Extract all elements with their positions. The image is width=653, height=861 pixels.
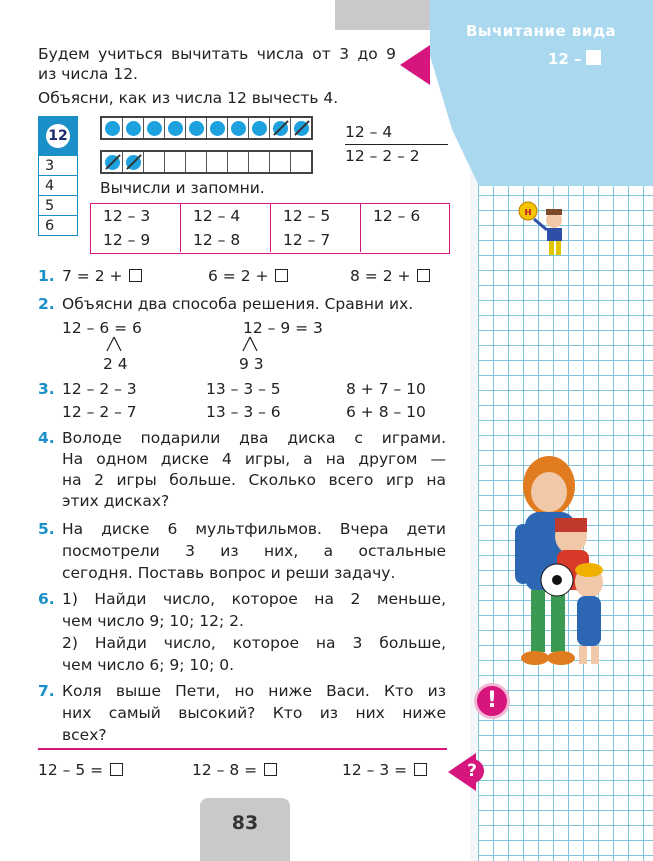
- answer-box-icon: [275, 269, 288, 282]
- task-number: 2.: [38, 295, 55, 313]
- check-expr-3-text: 12 – 3 =: [342, 761, 413, 779]
- task3-expr: 6 + 8 – 10: [346, 403, 426, 421]
- counter-cell: [186, 118, 207, 138]
- memorize-cell: 12 – 8: [181, 228, 271, 252]
- check-expr-2-text: 12 – 8 =: [192, 761, 263, 779]
- counter-cell: [207, 118, 228, 138]
- check-expr-2: [192, 760, 277, 781]
- fraction-top: 12 – 4: [345, 123, 393, 141]
- task2-expr-2: 12 – 9 = 3: [243, 319, 323, 337]
- topic-expr-text: 12 –: [548, 50, 582, 68]
- counter-cell: [228, 118, 249, 138]
- split-fork-icon: [104, 336, 124, 352]
- fraction-line: [345, 144, 448, 145]
- counter-cell: [249, 152, 270, 172]
- memorize-cell: 12 – 6: [373, 207, 421, 225]
- counter-dot-icon: [231, 121, 246, 136]
- counter-row-top: [100, 116, 313, 140]
- task2-split-1: 2 4: [103, 355, 128, 373]
- task2-text: Объясни два способа решения. Сравни их.: [62, 295, 414, 313]
- memorize-cell: 12 – 4: [181, 204, 271, 228]
- answer-box-icon: [417, 269, 430, 282]
- pointer-triangle-icon: [400, 45, 430, 85]
- counter-cell: [249, 118, 270, 138]
- task1-a: [62, 266, 142, 287]
- counter-dot-icon: [210, 121, 225, 136]
- memorize-cell: 12 – 5: [271, 204, 361, 228]
- answer-box-icon: [264, 763, 277, 776]
- counter-dot-icon: [294, 121, 309, 136]
- children-illustration: [505, 452, 610, 674]
- task6-line: чем число 9; 10; 12; 2.: [62, 612, 244, 630]
- question-badge-icon: [448, 753, 488, 791]
- counter-cell: [270, 152, 291, 172]
- counter-row-bottom: [100, 150, 313, 174]
- side-table-head-label: 12: [46, 124, 70, 148]
- task7-line: Коля выше Пети, но ниже Васи. Кто из: [62, 682, 446, 700]
- page-number: 83: [200, 798, 290, 861]
- task4-line: На одном диске 4 игры, а на другом —: [62, 450, 446, 468]
- task3-expr: 12 – 2 – 7: [62, 403, 137, 421]
- counter-cell: [186, 152, 207, 172]
- task3-expr: 12 – 2 – 3: [62, 380, 137, 398]
- side-table: [38, 116, 78, 236]
- counter-dot-icon: [105, 155, 120, 170]
- counter-cell: [207, 152, 228, 172]
- side-table-row: 4: [38, 176, 78, 196]
- task-number: 4.: [38, 429, 55, 447]
- task4-line: на 2 игры больше. Сколько всего игр на: [62, 471, 446, 489]
- task1-c-text: 8 = 2 +: [350, 267, 416, 285]
- answer-box-icon: [129, 269, 142, 282]
- answer-box-icon: [110, 763, 123, 776]
- memorize-table: [90, 203, 450, 254]
- counter-cell: [123, 152, 144, 172]
- counter-dot-icon: [147, 121, 162, 136]
- check-expr-3: [342, 760, 427, 781]
- answer-box-icon: [414, 763, 427, 776]
- question-badge-label: ?: [460, 759, 484, 783]
- empty-box-icon: [586, 50, 601, 65]
- task7-line: всех?: [62, 726, 107, 744]
- divider: [38, 748, 447, 750]
- counter-cell: [144, 152, 165, 172]
- task-number: 6.: [38, 590, 55, 608]
- task1-b-text: 6 = 2 +: [208, 267, 274, 285]
- counter-dot-icon: [126, 121, 141, 136]
- intro-line-3: Объясни, как из числа 12 вычесть 4.: [38, 89, 339, 107]
- task5-line: посмотрели 3 из них, а остальные: [62, 542, 446, 560]
- counter-cell: [123, 118, 144, 138]
- task3-expr: 13 – 3 – 6: [206, 403, 281, 421]
- counter-cell: [102, 152, 123, 172]
- mascot-letter: н: [524, 205, 532, 218]
- task-number: 1.: [38, 267, 55, 285]
- counter-cell: [144, 118, 165, 138]
- memorize-cell: [361, 228, 449, 252]
- task4-line: Володе подарили два диска с играми.: [62, 429, 446, 447]
- side-table-row: 6: [38, 216, 78, 236]
- side-table-head: [38, 116, 78, 156]
- task-number: 3.: [38, 380, 55, 398]
- intro-line-2: из числа 12.: [38, 65, 138, 83]
- check-expr-1-text: 12 – 5 =: [38, 761, 109, 779]
- task2-expr-1: 12 – 6 = 6: [62, 319, 142, 337]
- task1-b: [208, 266, 288, 287]
- task-number: 5.: [38, 520, 55, 538]
- task5-line: На диске 6 мультфильмов. Вчера дети: [62, 520, 446, 538]
- memorize-cell: 12 – 9: [91, 228, 181, 252]
- task2-split-2: 9 3: [239, 355, 264, 373]
- counter-cell: [291, 152, 311, 172]
- task3-expr: 8 + 7 – 10: [346, 380, 426, 398]
- counter-cell: [270, 118, 291, 138]
- task6-line: 2) Найди число, которое на 3 больше,: [62, 634, 446, 652]
- task-number: 7.: [38, 682, 55, 700]
- intro-line-1: Будем учиться вычитать числа от 3 до 9: [38, 45, 396, 63]
- counter-cell: [165, 152, 186, 172]
- counter-cell: [291, 118, 311, 138]
- top-band: [335, 0, 445, 30]
- task1-a-text: 7 = 2 +: [62, 267, 128, 285]
- task7-line: них самый высокий? Кто из них ниже: [62, 704, 446, 722]
- task5-line: сегодня. Поставь вопрос и реши задачу.: [62, 564, 396, 582]
- counter-cell: [165, 118, 186, 138]
- side-table-row: 3: [38, 156, 78, 176]
- mascot-illustration: [516, 200, 578, 262]
- task6-line: чем число 6; 9; 10; 0.: [62, 656, 235, 674]
- task3-expr: 13 – 3 – 5: [206, 380, 281, 398]
- memorize-cell: 12 – 3: [91, 204, 181, 228]
- counter-cell: [102, 118, 123, 138]
- counter-dot-icon: [105, 121, 120, 136]
- memorize-cell: 12 – 7: [271, 228, 361, 252]
- check-expr-1: [38, 760, 123, 781]
- task6-line: 1) Найди число, которое на 2 меньше,: [62, 590, 446, 608]
- fraction-bottom: 12 – 2 – 2: [345, 147, 420, 165]
- counter-dot-icon: [252, 121, 267, 136]
- counter-dot-icon: [189, 121, 204, 136]
- counter-cell: [228, 152, 249, 172]
- task4-line: этих дисках?: [62, 492, 170, 510]
- topic-expression: [548, 50, 601, 68]
- task1-c: [350, 266, 430, 287]
- split-fork-icon: [240, 336, 260, 352]
- counter-dot-icon: [168, 121, 183, 136]
- exclamation-icon: !: [474, 683, 510, 719]
- side-table-row: 5: [38, 196, 78, 216]
- memorize-label: Вычисли и запомни.: [100, 179, 265, 197]
- counter-dot-icon: [273, 121, 288, 136]
- counter-dot-icon: [126, 155, 141, 170]
- topic-title: Вычитание вида: [466, 22, 617, 40]
